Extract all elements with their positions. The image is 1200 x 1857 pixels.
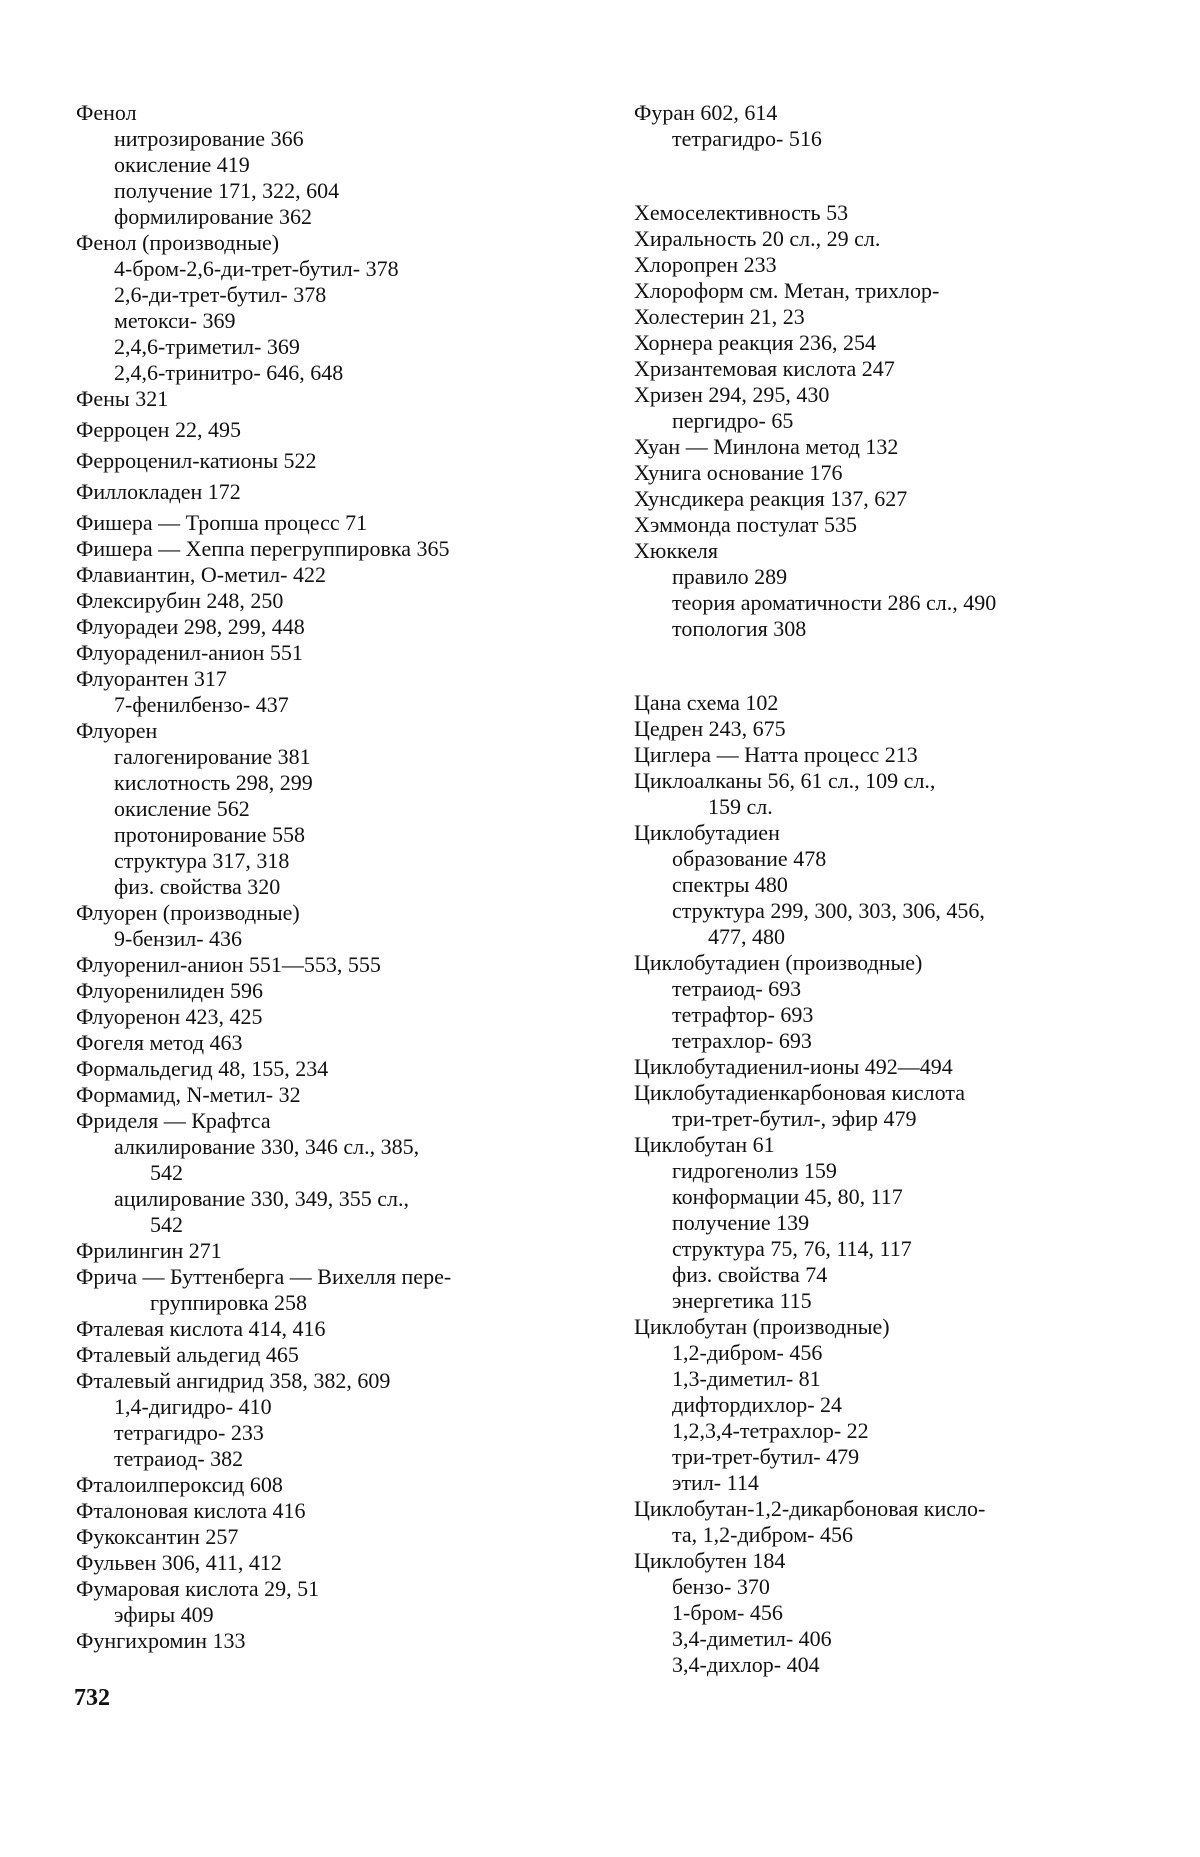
index-entry: Флексирубин 248, 250 <box>76 588 284 613</box>
index-subentry: тетрахлор- 693 <box>672 1028 812 1053</box>
index-subentry: 1,4-дигидро- 410 <box>114 1394 272 1419</box>
index-subentry: 159 сл. <box>708 794 773 819</box>
index-entry: Циклобутадиенкарбоновая кислота <box>634 1080 965 1105</box>
index-entry: Цедрен 243, 675 <box>634 716 786 741</box>
index-subentry: тетрагидро- 516 <box>672 126 822 151</box>
index-entry: Фталевая кислота 414, 416 <box>76 1316 326 1341</box>
index-subentry: тетрагидро- 233 <box>114 1420 264 1445</box>
index-entry: Формальдегид 48, 155, 234 <box>76 1056 329 1081</box>
index-entry: Фишера — Хеппа перегруппировка 365 <box>76 536 450 561</box>
index-subentry: кислотность 298, 299 <box>114 770 313 795</box>
index-entry: Флуоренон 423, 425 <box>76 1004 263 1029</box>
index-subentry: ацилирование 330, 349, 355 сл., <box>114 1186 409 1211</box>
index-entry: Хлороформ см. Метан, трихлор- <box>634 278 940 303</box>
index-entry: Флуорен (производные) <box>76 900 300 925</box>
index-entry: Хемоселективность 53 <box>634 200 849 225</box>
index-subentry: тетраиод- 693 <box>672 976 802 1001</box>
index-subentry: 3,4-дихлор- 404 <box>672 1652 820 1677</box>
index-entry: Фены 321 <box>76 386 169 411</box>
index-entry: Циклобутадиен (производные) <box>634 950 923 975</box>
index-entry: Флуорадеи 298, 299, 448 <box>76 614 305 639</box>
index-subentry: получение 171, 322, 604 <box>114 178 340 203</box>
index-subentry: спектры 480 <box>672 872 788 897</box>
index-subentry: тетраиод- 382 <box>114 1446 244 1471</box>
index-subentry: нитрозирование 366 <box>114 126 304 151</box>
index-entry: Циклобутан 61 <box>634 1132 775 1157</box>
index-subentry: физ. свойства 320 <box>114 874 281 899</box>
index-subentry: структура 317, 318 <box>114 848 290 873</box>
index-subentry: 542 <box>150 1160 183 1185</box>
index-entry: Фогеля метод 463 <box>76 1030 243 1055</box>
index-entry: Циглера — Натта процесс 213 <box>634 742 918 767</box>
index-subentry: образование 478 <box>672 846 827 871</box>
index-entry: Хризантемовая кислота 247 <box>634 356 895 381</box>
index-subentry: 542 <box>150 1212 183 1237</box>
index-subentry: гидрогенолиз 159 <box>672 1158 837 1183</box>
index-entry: Флуораденил-анион 551 <box>76 640 303 665</box>
index-subentry: конформации 45, 80, 117 <box>672 1184 903 1209</box>
index-entry: Флуоренилиден 596 <box>76 978 264 1003</box>
index-subentry: энергетика 115 <box>672 1288 812 1313</box>
index-subentry: физ. свойства 74 <box>672 1262 828 1287</box>
index-entry: Хюккеля <box>634 538 719 563</box>
index-subentry: бензо- 370 <box>672 1574 770 1599</box>
index-entry: Хризен 294, 295, 430 <box>634 382 830 407</box>
index-entry: Фенол (производные) <box>76 230 280 255</box>
index-subentry: 7-фенилбензо- 437 <box>114 692 289 717</box>
index-subentry: 9-бензил- 436 <box>114 926 243 951</box>
index-entry: Циклобутен 184 <box>634 1548 786 1573</box>
index-entry: Хлоропрен 233 <box>634 252 777 277</box>
index-entry: Хэммонда постулат 535 <box>634 512 857 537</box>
index-column-right <box>634 100 1134 1678</box>
index-subentry: окисление 562 <box>114 796 250 821</box>
index-entry: Фуран 602, 614 <box>634 100 778 125</box>
index-subentry: эфиры 409 <box>114 1602 214 1627</box>
page-number: 732 <box>74 1685 110 1711</box>
index-subentry: топология 308 <box>672 616 807 641</box>
index-subentry: 2,6-ди-трет-бутил- 378 <box>114 282 327 307</box>
index-entry: Фталоилпероксид 608 <box>76 1472 283 1497</box>
index-entry: Формамид, N-метил- 32 <box>76 1082 301 1107</box>
index-entry: Хунсдикера реакция 137, 627 <box>634 486 908 511</box>
index-subentry: 1,3-диметил- 81 <box>672 1366 821 1391</box>
index-entry: Филлокладен 172 <box>76 479 241 504</box>
index-subentry: та, 1,2-дибром- 456 <box>672 1522 853 1547</box>
index-entry: Циклобутан (производные) <box>634 1314 890 1339</box>
index-entry: Фунгихромин 133 <box>76 1628 246 1653</box>
index-subentry: протонирование 558 <box>114 822 306 847</box>
index-entry: Хорнера реакция 236, 254 <box>634 330 876 355</box>
index-entry: Хиральность 20 сл., 29 сл. <box>634 226 881 251</box>
index-entry: Фталевый ангидрид 358, 382, 609 <box>76 1368 391 1393</box>
index-entry: Фрилингин 271 <box>76 1238 222 1263</box>
index-subentry: группировка 258 <box>150 1290 308 1315</box>
index-subentry: 477, 480 <box>708 924 785 949</box>
index-subentry: этил- 114 <box>672 1470 759 1495</box>
index-entry: Фукоксантин 257 <box>76 1524 239 1549</box>
index-subentry: 1-бром- 456 <box>672 1600 783 1625</box>
index-entry: Фталевый альдегид 465 <box>76 1342 299 1367</box>
index-subentry: 3,4-диметил- 406 <box>672 1626 832 1651</box>
index-entry: Фумаровая кислота 29, 51 <box>76 1576 320 1601</box>
index-entry: Фишера — Тропша процесс 71 <box>76 510 368 535</box>
index-subentry: структура 299, 300, 303, 306, 456, <box>672 898 985 923</box>
index-subentry: тетрафтор- 693 <box>672 1002 814 1027</box>
index-entry: Флуорен <box>76 718 158 743</box>
index-subentry: получение 139 <box>672 1210 810 1235</box>
index-entry: Флавиантин, О-метил- 422 <box>76 562 326 587</box>
index-entry: Фульвен 306, 411, 412 <box>76 1550 282 1575</box>
index-entry: Циклоалканы 56, 61 сл., 109 сл., <box>634 768 936 793</box>
index-subentry: правило 289 <box>672 564 788 589</box>
index-subentry: 1,2-дибром- 456 <box>672 1340 823 1365</box>
index-subentry: теория ароматичности 286 сл., 490 <box>672 590 997 615</box>
index-entry: Циклобутан-1,2-дикарбоновая кисло- <box>634 1496 986 1521</box>
index-subentry: 1,2,3,4-тетрахлор- 22 <box>672 1418 869 1443</box>
index-subentry: пергидро- 65 <box>672 408 794 433</box>
index-entry: Циклобутадиен <box>634 820 780 845</box>
index-entry: Циклобутадиенил-ионы 492—494 <box>634 1054 953 1079</box>
index-subentry: алкилирование 330, 346 сл., 385, <box>114 1134 420 1159</box>
index-subentry: 2,4,6-тринитро- 646, 648 <box>114 360 344 385</box>
index-entry: Флуоренил-анион 551—553, 555 <box>76 952 381 977</box>
index-subentry: 4-бром-2,6-ди-трет-бутил- 378 <box>114 256 399 281</box>
index-subentry: три-трет-бутил-, эфир 479 <box>672 1106 917 1131</box>
index-entry: Хуан — Минлона метод 132 <box>634 434 899 459</box>
index-subentry: 2,4,6-триметил- 369 <box>114 334 300 359</box>
index-entry: Фталоновая кислота 416 <box>76 1498 306 1523</box>
index-entry: Холестерин 21, 23 <box>634 304 805 329</box>
index-entry: Флуорантен 317 <box>76 666 227 691</box>
index-column-left <box>76 100 596 1654</box>
index-entry: Ферроценил-катионы 522 <box>76 448 317 473</box>
index-subentry: галогенирование 381 <box>114 744 311 769</box>
index-subentry: структура 75, 76, 114, 117 <box>672 1236 912 1261</box>
index-subentry: дифтордихлор- 24 <box>672 1392 843 1417</box>
index-entry: Фриделя — Крафтса <box>76 1108 271 1133</box>
index-entry: Цана схема 102 <box>634 690 779 715</box>
index-subentry: три-трет-бутил- 479 <box>672 1444 860 1469</box>
index-subentry: окисление 419 <box>114 152 250 177</box>
index-subentry: метокси- 369 <box>114 308 236 333</box>
index-entry: Хунига основание 176 <box>634 460 843 485</box>
index-entry: Ферроцен 22, 495 <box>76 417 241 442</box>
index-entry: Фенол <box>76 100 137 125</box>
index-subentry: формилирование 362 <box>114 204 313 229</box>
index-entry: Фрича — Буттенберга — Вихелля пере- <box>76 1264 452 1289</box>
